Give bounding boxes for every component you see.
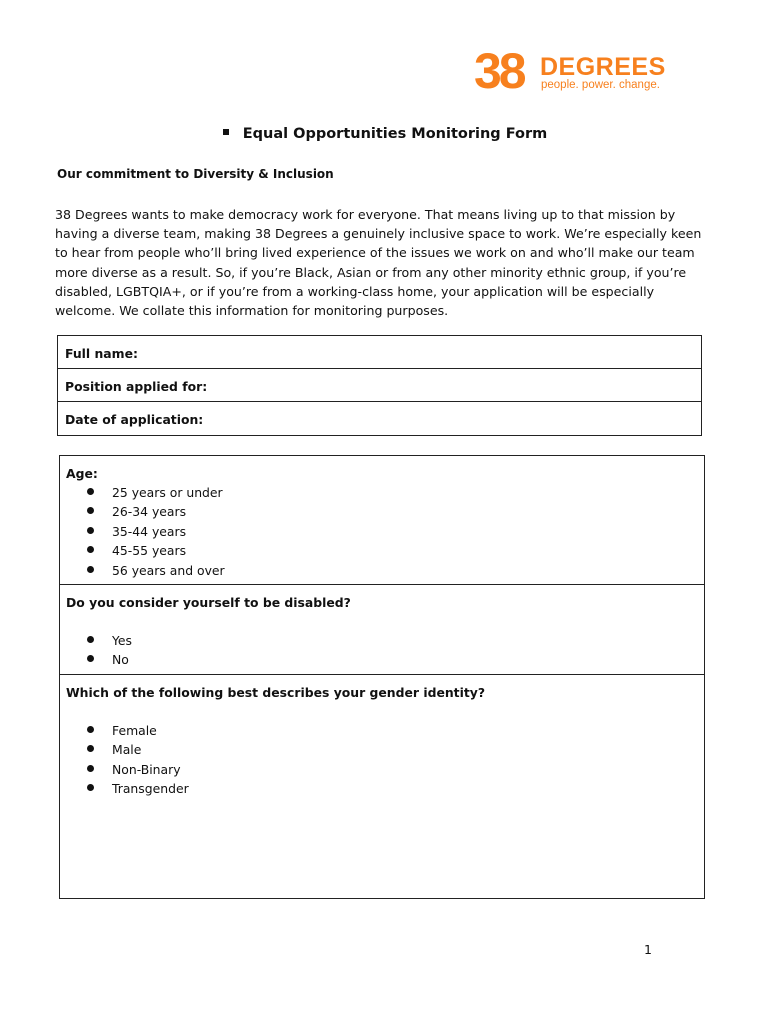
age-option[interactable]: 26-34 years	[87, 502, 704, 521]
logo-word: DEGREES	[540, 53, 666, 81]
disability-options	[66, 631, 704, 670]
bullet-icon	[87, 726, 94, 733]
bullet-icon	[87, 488, 94, 495]
gender-option[interactable]: Male	[87, 740, 704, 759]
age-question	[60, 456, 704, 585]
age-option[interactable]: 25 years or under	[87, 483, 704, 502]
applicant-info-table	[57, 335, 702, 436]
age-option[interactable]: 45-55 years	[87, 541, 704, 560]
age-option[interactable]: 35-44 years	[87, 522, 704, 541]
intro-line: having a diverse team, making 38 Degrees a genuinely inclusive space to work. We’re especially keen	[55, 226, 702, 242]
bullet-icon	[87, 636, 94, 643]
gender-option[interactable]: Non-Binary	[87, 760, 704, 779]
form-title: Equal Opportunities Monitoring Form	[242, 126, 548, 142]
gender-question	[60, 675, 704, 799]
disability-option[interactable]: No	[87, 650, 704, 669]
age-label: Age:	[66, 466, 98, 481]
page-number: 1	[644, 942, 652, 957]
position-applied-field[interactable]: Position applied for:	[58, 369, 701, 402]
age-options	[66, 483, 704, 580]
bullet-icon	[87, 546, 94, 553]
square-bullet-icon	[223, 129, 229, 135]
logo-tagline: people. power. change.	[541, 79, 660, 91]
gender-options	[66, 721, 704, 799]
logo-38-degrees	[474, 43, 679, 99]
disability-option[interactable]: Yes	[87, 631, 704, 650]
gender-label: Which of the following best describes your gender identity?	[66, 685, 486, 700]
form-title-container	[0, 126, 770, 142]
section-subtitle: Our commitment to Diversity & Inclusion	[57, 167, 334, 181]
logo-number: 38	[474, 43, 524, 99]
bullet-icon	[87, 507, 94, 514]
intro-paragraph	[55, 205, 702, 320]
bullet-icon	[87, 745, 94, 752]
age-option[interactable]: 56 years and over	[87, 561, 704, 580]
intro-line: disabled, LGBTQIA+, or if you’re from a working-class home, your application will be especially	[55, 283, 655, 299]
date-of-application-field[interactable]: Date of application:	[65, 412, 204, 427]
full-name-field[interactable]: Full name:	[58, 336, 701, 369]
intro-line: to hear from people who’ll bring lived experience of the issues we work on and who’ll make our team	[55, 245, 695, 261]
gender-option[interactable]: Female	[87, 721, 704, 740]
intro-line: more diverse as a result. So, if you’re Black, Asian or from any other minority ethnic group, if you’re	[55, 264, 687, 280]
gender-option[interactable]: Transgender	[87, 779, 704, 798]
disability-question	[60, 585, 704, 675]
intro-line: welcome. We collate this information for monitoring purposes.	[55, 303, 449, 319]
bullet-icon	[87, 527, 94, 534]
bullet-icon	[87, 655, 94, 662]
intro-line: 38 Degrees wants to make democracy work for everyone. That means living up to that mission by	[55, 207, 676, 222]
monitoring-questions-table	[59, 455, 705, 899]
bullet-icon	[87, 765, 94, 772]
bullet-icon	[87, 784, 94, 791]
disability-label: Do you consider yourself to be disabled?	[66, 595, 351, 610]
bullet-icon	[87, 566, 94, 573]
